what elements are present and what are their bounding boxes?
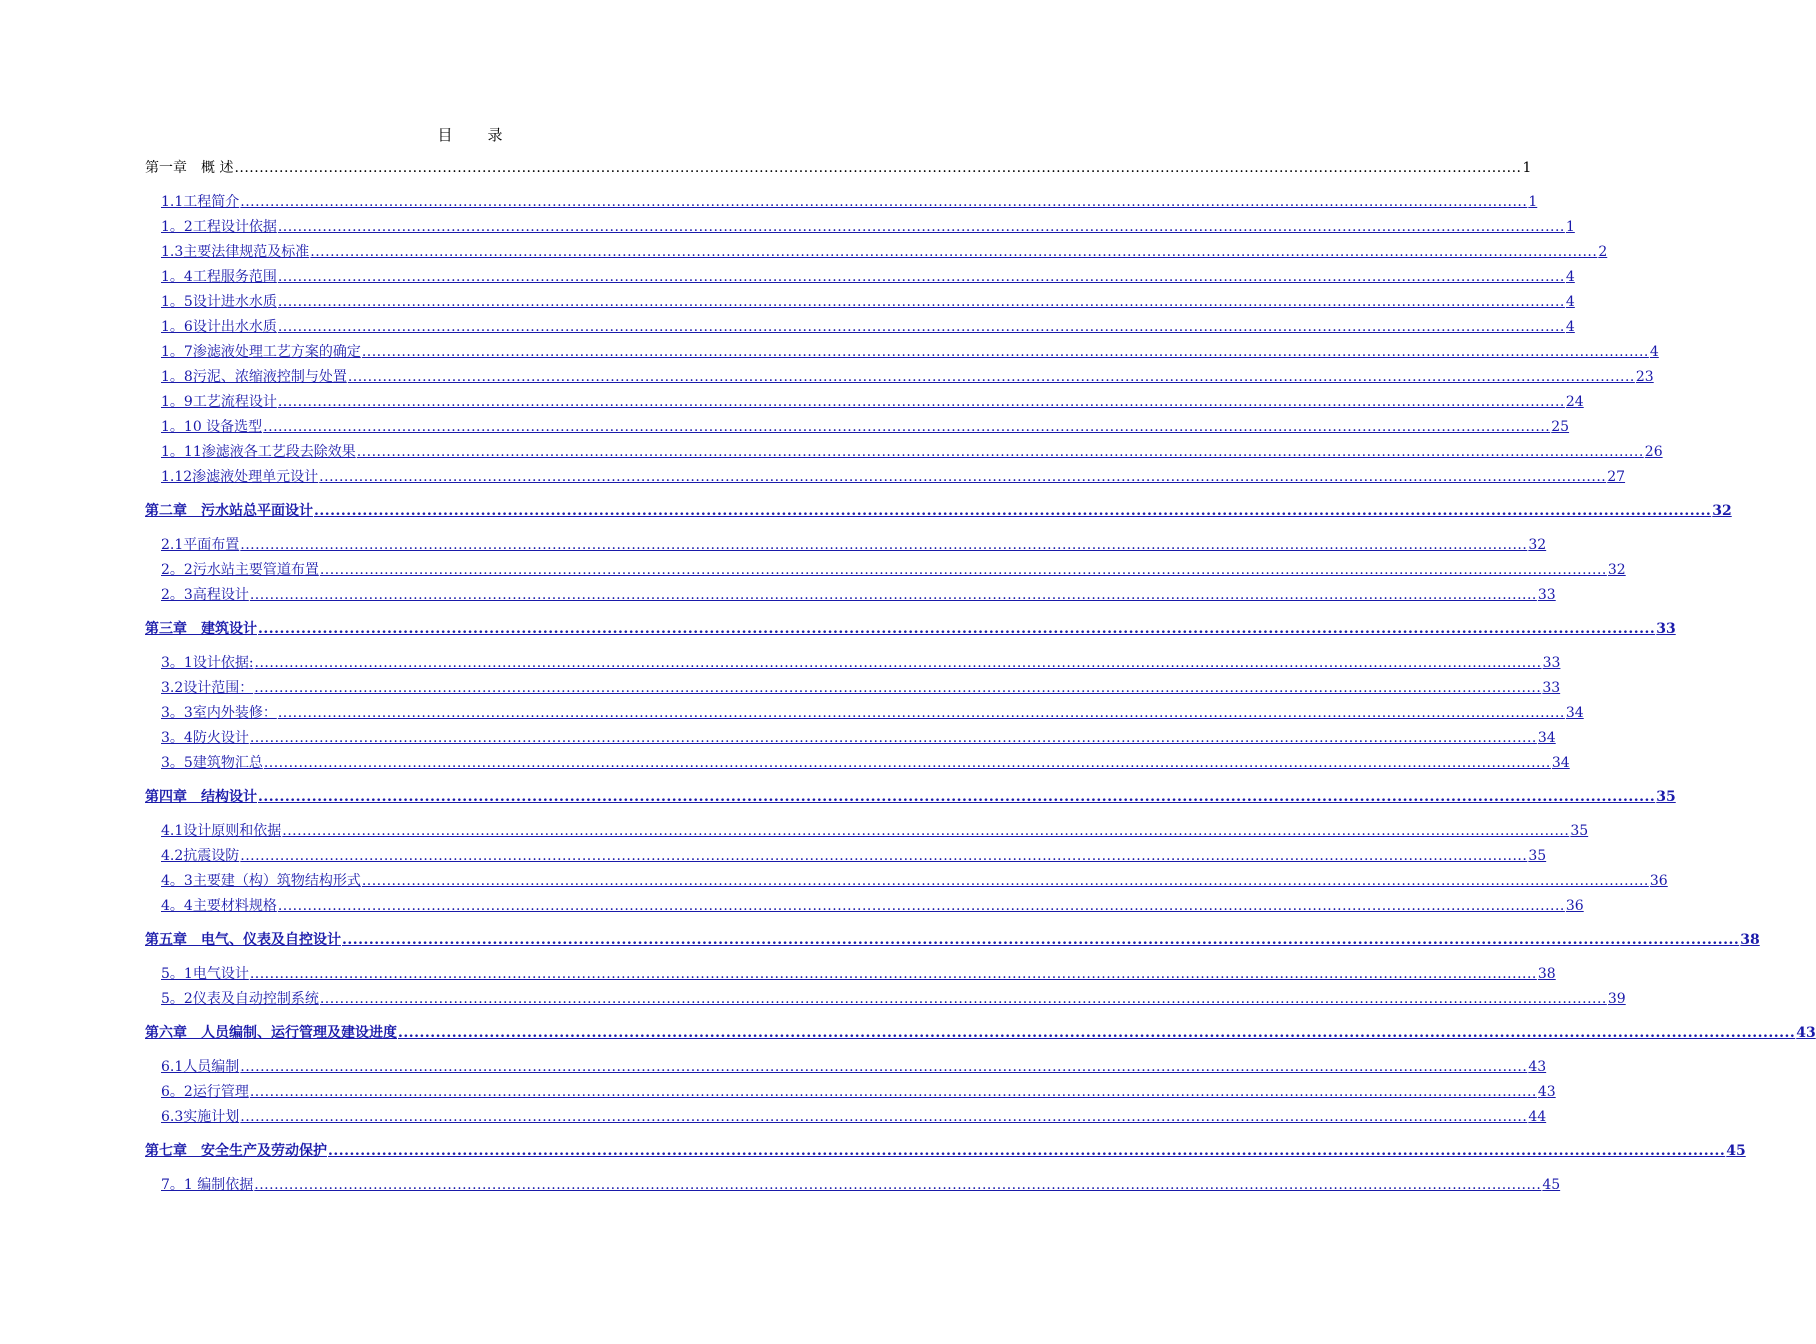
toc-page-number: 33: [1542, 680, 1561, 696]
toc-leader-dots: ....................................................................................................................................................................................................................................................................: [356, 444, 1644, 460]
toc-leader-dots: ....................................................................................................................................................................................................................................................................: [361, 344, 1649, 360]
toc-page-number: 34: [1565, 705, 1584, 721]
toc-leader-dots: ....................................................................................................................................................................................................................................................................: [254, 1177, 1542, 1193]
toc-page-number: 45: [1726, 1143, 1746, 1159]
toc-section-entry[interactable]: [145, 368, 1654, 387]
toc-section-entry[interactable]: [145, 468, 1626, 487]
toc-section-entry[interactable]: [145, 443, 1663, 462]
toc-leader-dots: ....................................................................................................................................................................................................................................................................: [310, 244, 1598, 260]
toc-section-entry[interactable]: [145, 318, 1575, 337]
toc-entry-label: 第六章 人员编制、运行管理及建设进度: [145, 1025, 397, 1041]
toc-entry-label: 2。2污水站主要管道布置: [161, 562, 319, 578]
toc-page-number: 34: [1551, 755, 1570, 771]
toc-page-number: 35: [1528, 848, 1547, 864]
toc-leader-dots: ....................................................................................................................................................................................................................................................................: [347, 369, 1635, 385]
toc-leader-dots: ....................................................................................................................................................................................................................................................................: [277, 705, 1565, 721]
toc-section-entry[interactable]: [145, 193, 1538, 212]
toc-entry-label: 1。10 设备选型: [161, 419, 263, 435]
toc-leader-dots: ....................................................................................................................................................................................................................................................................: [249, 1084, 1537, 1100]
toc-section-entry[interactable]: [145, 897, 1584, 916]
toc-entry-label: 6.3实施计划: [161, 1109, 240, 1125]
toc-section-entry[interactable]: [145, 243, 1608, 262]
toc-page-number: 23: [1635, 369, 1654, 385]
toc-leader-dots: ....................................................................................................................................................................................................................................................................: [328, 1143, 1726, 1159]
toc-page-number: 1: [1522, 160, 1532, 176]
toc-section-entry[interactable]: [145, 268, 1575, 287]
toc-page-number: 27: [1607, 469, 1626, 485]
toc-section-entry[interactable]: [145, 586, 1556, 605]
toc-page-number: 35: [1656, 789, 1676, 805]
toc-entry-label: 2.1平面布置: [161, 537, 240, 553]
toc-section-entry[interactable]: [145, 872, 1668, 891]
toc-chapter-entry[interactable]: [145, 788, 1676, 807]
toc-chapter-entry[interactable]: [145, 1142, 1746, 1161]
toc-entry-label: 4.1设计原则和依据: [161, 823, 282, 839]
toc-entry-label: 第七章 安全生产及劳动保护: [145, 1143, 327, 1159]
toc-entry-label: 第五章 电气、仪表及自控设计: [145, 932, 341, 948]
toc-leader-dots: ....................................................................................................................................................................................................................................................................: [277, 269, 1565, 285]
toc-chapter-entry[interactable]: [145, 159, 1532, 178]
toc-page-number: 35: [1570, 823, 1589, 839]
toc-entry-label: 1.1工程简介: [161, 194, 240, 210]
toc-leader-dots: ....................................................................................................................................................................................................................................................................: [254, 680, 1542, 696]
toc-leader-dots: ....................................................................................................................................................................................................................................................................: [263, 419, 1551, 435]
toc-section-entry[interactable]: [145, 654, 1561, 673]
toc-page-number: 43: [1537, 1084, 1556, 1100]
toc-page-number: 4: [1565, 319, 1575, 335]
toc-entry-label: 1。7渗滤液处理工艺方案的确定: [161, 344, 361, 360]
toc-entry-label: 第二章 污水站总平面设计: [145, 503, 313, 519]
toc-section-entry[interactable]: [145, 536, 1547, 555]
toc-section-entry[interactable]: [145, 990, 1626, 1009]
toc-leader-dots: ....................................................................................................................................................................................................................................................................: [254, 655, 1542, 671]
toc-entry-label: 1.12渗滤液处理单元设计: [161, 469, 319, 485]
toc-entry-label: 3。5建筑物汇总: [161, 755, 263, 771]
toc-section-entry[interactable]: [145, 679, 1561, 698]
toc-page-number: 2: [1598, 244, 1608, 260]
toc-page-number: 1: [1565, 219, 1575, 235]
toc-page-number: 25: [1551, 419, 1570, 435]
toc-entry-label: 1。4工程服务范围: [161, 269, 277, 285]
toc-page-number: 45: [1542, 1177, 1561, 1193]
toc-leader-dots: ....................................................................................................................................................................................................................................................................: [277, 294, 1565, 310]
toc-page-number: 4: [1565, 269, 1575, 285]
toc-page-number: 36: [1565, 898, 1584, 914]
toc-page-number: 38: [1537, 966, 1556, 982]
toc-leader-dots: ....................................................................................................................................................................................................................................................................: [319, 991, 1607, 1007]
toc-leader-dots: ....................................................................................................................................................................................................................................................................: [277, 898, 1565, 914]
toc-leader-dots: ....................................................................................................................................................................................................................................................................: [314, 503, 1712, 519]
toc-leader-dots: ....................................................................................................................................................................................................................................................................: [263, 755, 1551, 771]
toc-entry-label: 3.2设计范围：: [161, 680, 254, 696]
toc-page-number: 26: [1644, 444, 1663, 460]
toc-leader-dots: ....................................................................................................................................................................................................................................................................: [249, 587, 1537, 603]
toc-entry-label: 第四章 结构设计: [145, 789, 257, 805]
toc-entry-label: 1。2工程设计依据: [161, 219, 277, 235]
toc-section-entry[interactable]: [145, 1176, 1561, 1195]
toc-leader-dots: ....................................................................................................................................................................................................................................................................: [258, 621, 1656, 637]
toc-leader-dots: ....................................................................................................................................................................................................................................................................: [361, 873, 1649, 889]
toc-entry-label: 5。2仪表及自动控制系统: [161, 991, 319, 1007]
toc-chapter-entry[interactable]: [145, 620, 1676, 639]
toc-section-entry[interactable]: [145, 393, 1584, 412]
toc-entry-label: 1。9工艺流程设计: [161, 394, 277, 410]
toc-chapter-entry[interactable]: [145, 1024, 1816, 1043]
toc-leader-dots: ....................................................................................................................................................................................................................................................................: [249, 966, 1537, 982]
toc-entry-label: 6.1人员编制: [161, 1059, 240, 1075]
toc-entry-label: 1。5设计进水水质: [161, 294, 277, 310]
toc-page-number: 36: [1649, 873, 1668, 889]
toc-entry-label: 3。3室内外装修：: [161, 705, 277, 721]
toc-page-number: 43: [1796, 1025, 1816, 1041]
toc-section-entry[interactable]: [145, 847, 1547, 866]
toc-section-entry[interactable]: [145, 754, 1570, 773]
toc-chapter-entry[interactable]: [145, 931, 1760, 950]
toc-leader-dots: ....................................................................................................................................................................................................................................................................: [234, 160, 1522, 176]
toc-entry-label: 6。2运行管理: [161, 1084, 249, 1100]
toc-entry-label: 4。4主要材料规格: [161, 898, 277, 914]
toc-leader-dots: ....................................................................................................................................................................................................................................................................: [240, 537, 1528, 553]
toc-entry-label: 3。1设计依据:: [161, 655, 254, 671]
toc-section-entry[interactable]: [145, 1083, 1556, 1102]
toc-entry-label: 5。1电气设计: [161, 966, 249, 982]
toc-section-entry[interactable]: [145, 729, 1556, 748]
toc-title: 目 录: [437, 126, 513, 144]
toc-entry-label: 1。11渗滤液各工艺段去除效果: [161, 444, 356, 460]
toc-page-number: 1: [1528, 194, 1538, 210]
table-of-contents: [145, 159, 1816, 1201]
toc-chapter-entry[interactable]: [145, 502, 1732, 521]
toc-leader-dots: ....................................................................................................................................................................................................................................................................: [258, 789, 1656, 805]
toc-section-entry[interactable]: [145, 418, 1570, 437]
toc-leader-dots: ....................................................................................................................................................................................................................................................................: [282, 823, 1570, 839]
toc-entry-label: 1。6设计出水水质: [161, 319, 277, 335]
toc-section-entry[interactable]: [145, 704, 1584, 723]
toc-entry-label: 3。4防火设计: [161, 730, 249, 746]
toc-leader-dots: ....................................................................................................................................................................................................................................................................: [240, 1059, 1528, 1075]
toc-section-entry[interactable]: [145, 965, 1556, 984]
toc-leader-dots: ....................................................................................................................................................................................................................................................................: [342, 932, 1740, 948]
toc-entry-label: 第三章 建筑设计: [145, 621, 257, 637]
toc-page-number: 39: [1607, 991, 1626, 1007]
toc-leader-dots: ....................................................................................................................................................................................................................................................................: [240, 1109, 1528, 1125]
toc-page-number: 33: [1542, 655, 1561, 671]
toc-page-number: 33: [1537, 587, 1556, 603]
toc-entry-label: 4。3主要建（构）筑物结构形式: [161, 873, 361, 889]
toc-section-entry[interactable]: [145, 218, 1575, 237]
toc-leader-dots: ....................................................................................................................................................................................................................................................................: [398, 1025, 1796, 1041]
toc-page-number: 43: [1528, 1059, 1547, 1075]
toc-page-number: 34: [1537, 730, 1556, 746]
toc-entry-label: 2。3高程设计: [161, 587, 249, 603]
toc-section-entry[interactable]: [145, 343, 1659, 362]
toc-page-number: 32: [1712, 503, 1732, 519]
toc-section-entry[interactable]: [145, 293, 1575, 312]
toc-page-number: 38: [1740, 932, 1760, 948]
toc-leader-dots: ....................................................................................................................................................................................................................................................................: [249, 730, 1537, 746]
toc-entry-label: 1.3主要法律规范及标准: [161, 244, 310, 260]
toc-page-number: 33: [1656, 621, 1676, 637]
toc-section-entry[interactable]: [145, 1108, 1547, 1127]
toc-page-number: 4: [1649, 344, 1659, 360]
toc-leader-dots: ....................................................................................................................................................................................................................................................................: [277, 394, 1565, 410]
toc-entry-label: 1。8污泥、浓缩液控制与处置: [161, 369, 347, 385]
toc-page-number: 24: [1565, 394, 1584, 410]
toc-section-entry[interactable]: [145, 1058, 1547, 1077]
toc-leader-dots: ....................................................................................................................................................................................................................................................................: [319, 469, 1607, 485]
toc-section-entry[interactable]: [145, 822, 1589, 841]
toc-leader-dots: ....................................................................................................................................................................................................................................................................: [277, 319, 1565, 335]
toc-page-number: 32: [1528, 537, 1547, 553]
toc-leader-dots: ....................................................................................................................................................................................................................................................................: [319, 562, 1607, 578]
toc-leader-dots: ....................................................................................................................................................................................................................................................................: [240, 848, 1528, 864]
toc-leader-dots: ....................................................................................................................................................................................................................................................................: [277, 219, 1565, 235]
toc-page-number: 32: [1607, 562, 1626, 578]
toc-page-number: 44: [1528, 1109, 1547, 1125]
toc-entry-label: 第一章 概 述: [145, 160, 234, 176]
toc-page-number: 4: [1565, 294, 1575, 310]
toc-leader-dots: ....................................................................................................................................................................................................................................................................: [240, 194, 1528, 210]
toc-entry-label: 4.2抗震设防: [161, 848, 240, 864]
toc-section-entry[interactable]: [145, 561, 1626, 580]
toc-entry-label: 7。1 编制依据: [161, 1177, 254, 1193]
